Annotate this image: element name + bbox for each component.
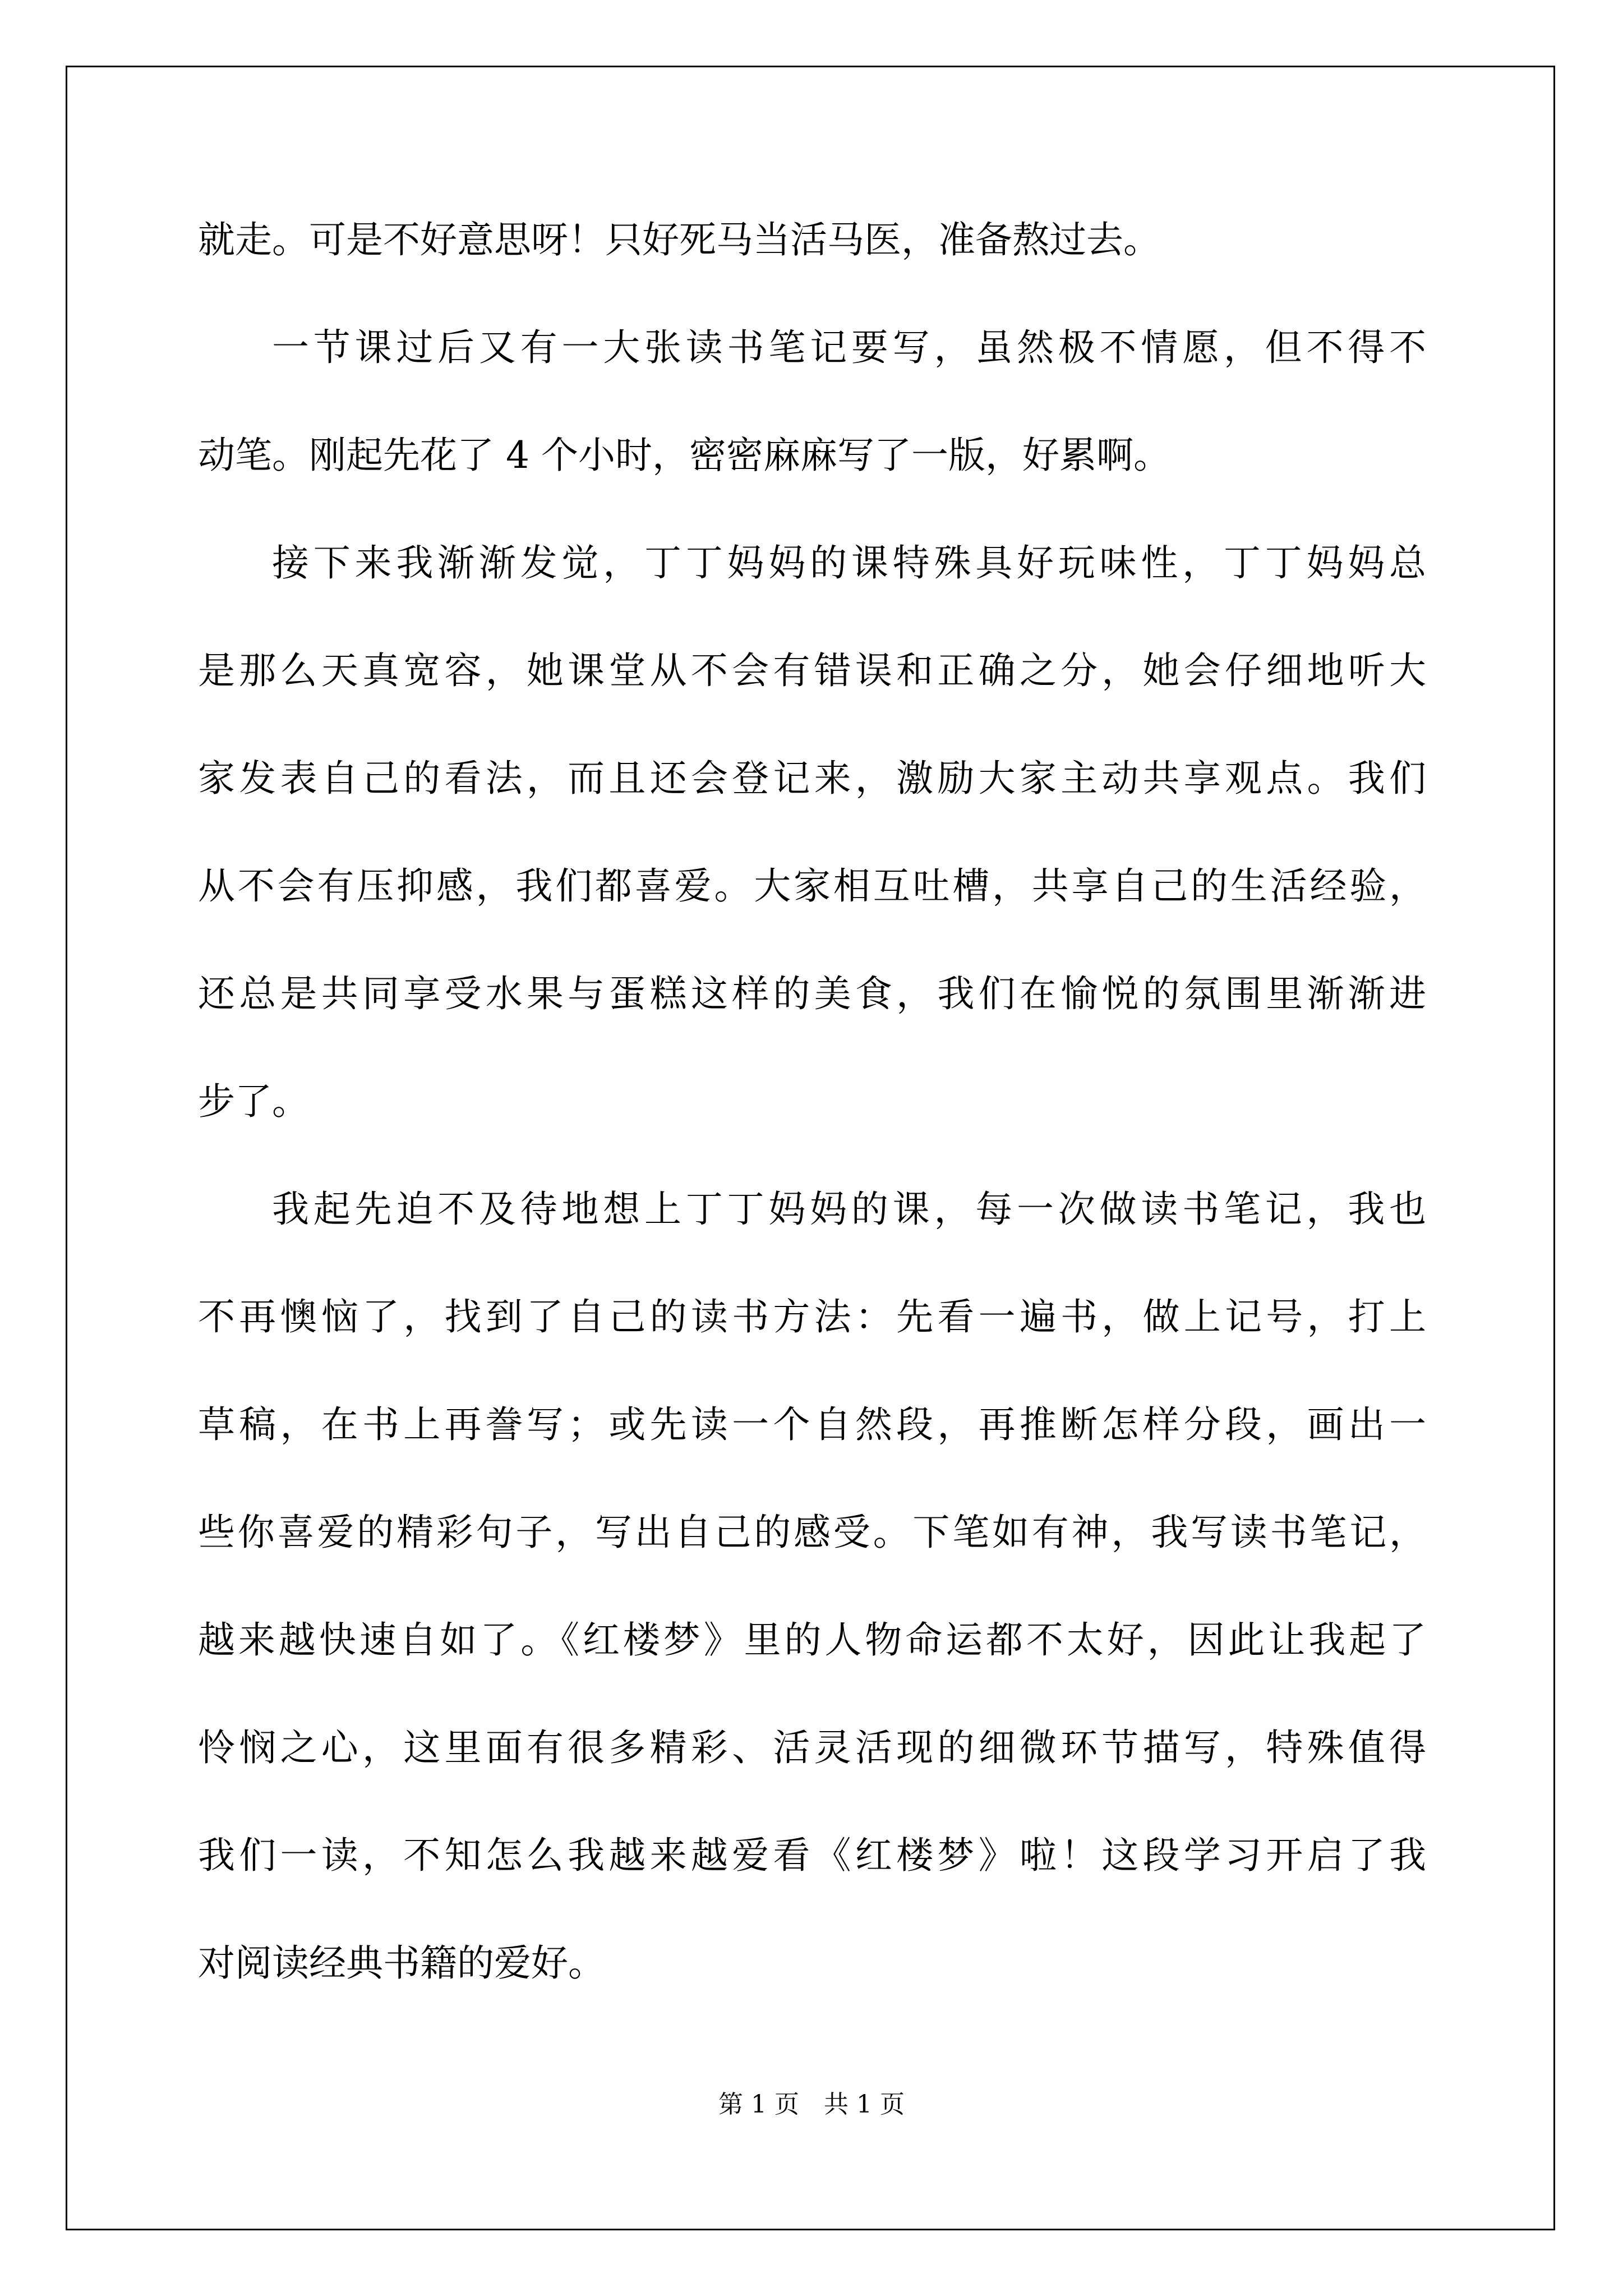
text-line: 我起先迫不及待地想上丁丁妈妈的课，每一次做读书笔记，我也 (272, 1188, 1426, 1231)
text-line: 越来越快速自如了。《红楼梦》里的人物命运都不太好，因此让我起了 (198, 1618, 1426, 1662)
text-line: 家发表自己的看法，而且还会登记来，激励大家主动共享观点。我们 (198, 757, 1426, 800)
text-line: 我们一读，不知怎么我越来越爱看《红楼梦》啦！这段学习开启了我 (198, 1834, 1426, 1877)
text-line: 一节课过后又有一大张读书笔记要写，虽然极不情愿，但不得不 (272, 326, 1426, 369)
text-line: 就走。可是不好意思呀！只好死马当活马医，准备熬过去。 (198, 218, 1160, 261)
text-line: 还总是共同享受水果与蛋糕这样的美食，我们在愉悦的氛围里渐渐进 (198, 972, 1426, 1015)
text-line: 是那么天真宽容，她课堂从不会有错误和正确之分，她会仔细地听大 (198, 649, 1426, 692)
text-line: 草稿，在书上再誊写；或先读一个自然段，再推断怎样分段，画出一 (198, 1403, 1426, 1446)
text-line: 对阅读经典书籍的爱好。 (198, 1941, 605, 1985)
page-number: 第 1 页 (718, 2090, 799, 2119)
page-total: 共 1 页 (824, 2090, 905, 2119)
text-line: 些你喜爱的精彩句子，写出自己的感受。下笔如有神，我写读书笔记， (198, 1511, 1426, 1554)
text-line: 从不会有压抑感，我们都喜爱。大家相互吐槽，共享自己的生活经验， (198, 864, 1426, 908)
text-line: 动笔。刚起先花了 4 个小时，密密麻麻写了一版，好累啊。 (198, 434, 1170, 477)
page-border (66, 66, 1555, 2230)
page-footer (0, 2088, 1623, 2122)
text-line: 不再懊恼了，找到了自己的读书方法：先看一遍书，做上记号，打上 (198, 1295, 1426, 1338)
text-line: 步了。 (198, 1080, 309, 1123)
text-line: 怜悯之心，这里面有很多精彩、活灵活现的细微环节描写，特殊值得 (198, 1726, 1426, 1769)
text-line: 接下来我渐渐发觉，丁丁妈妈的课特殊具好玩味性，丁丁妈妈总 (272, 541, 1426, 585)
